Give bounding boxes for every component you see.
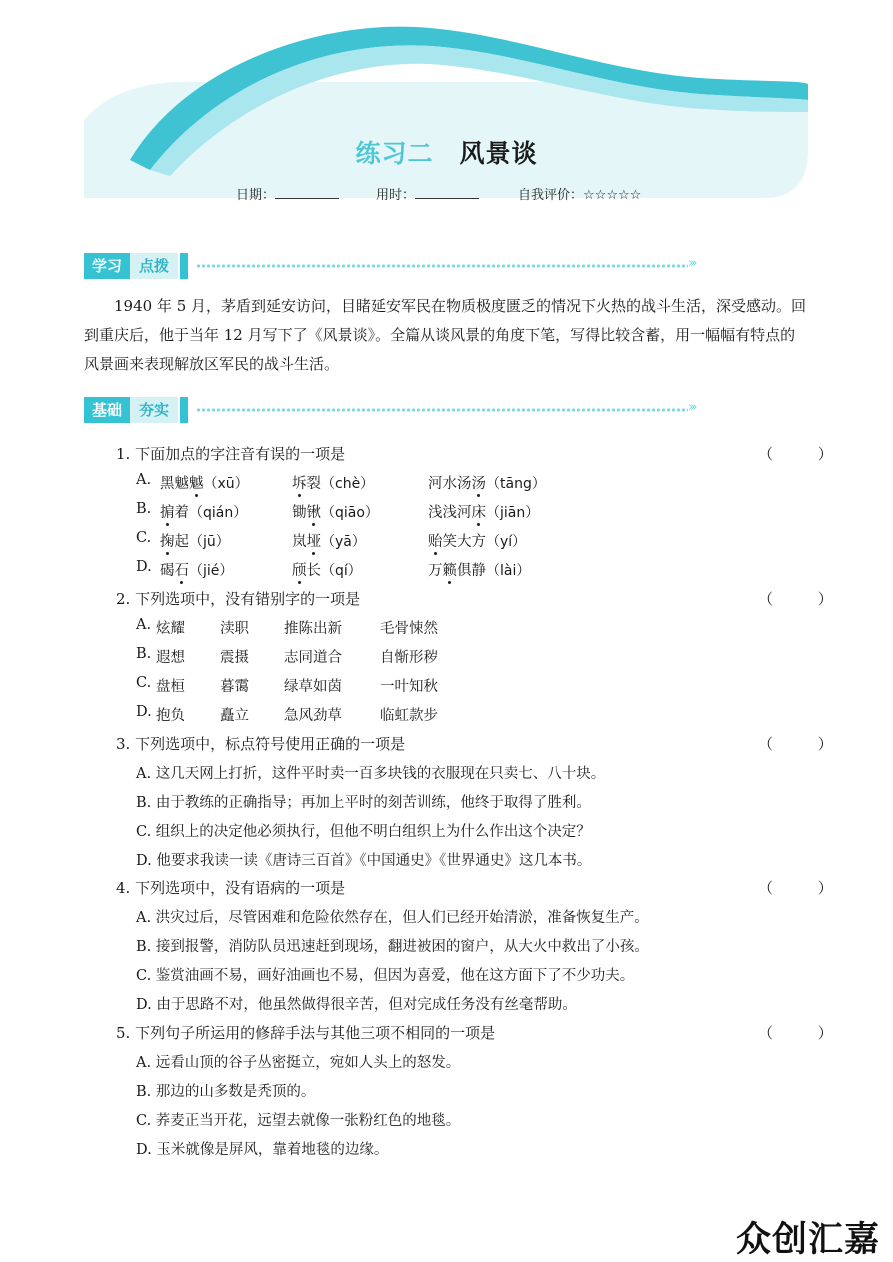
self-eval-label: 自我评价：: [518, 188, 584, 203]
option-letter: C.: [136, 530, 152, 546]
word: 一叶知秋: [380, 679, 438, 695]
dotted-char: 掬: [160, 534, 175, 550]
answer-blank-5[interactable]: （ ）: [758, 1024, 853, 1042]
q1d-word3: 万籁俱静（lài）: [428, 563, 531, 579]
option-text: 他要求我读一读《唐诗三百首》《中国通史》《世界通史》这几本书。: [156, 853, 592, 869]
option-letter: B.: [136, 939, 152, 955]
option-letter: C.: [136, 968, 152, 984]
q1a-word1: 黑魆魆（xū）: [160, 476, 249, 492]
chevron-icon: ›››: [688, 400, 695, 415]
option-letter: A.: [136, 617, 152, 633]
option-text: 那边的山多数是秃顶的。: [155, 1084, 316, 1100]
option-letter: A.: [136, 766, 152, 782]
answer-blank-4[interactable]: （ ）: [758, 879, 853, 897]
option-letter: B.: [136, 646, 152, 662]
option-letter: D.: [136, 559, 152, 575]
option-text: 这几天网上打折，这件平时卖一百多块钱的衣服现在只卖七、八十块。: [155, 766, 606, 782]
option-text: 玉米就像是屏风，靠着地毯的边缘。: [156, 1142, 389, 1158]
answer-blank-3[interactable]: （ ）: [758, 735, 853, 753]
question-3-stem: 3. 下列选项中，标点符号使用正确的一项是: [116, 735, 406, 753]
option-text: 由于教练的正确指导；再加上平时的刻苦训练，他终于取得了胜利。: [155, 795, 591, 811]
q5-option-c[interactable]: [136, 1109, 460, 1130]
section-tag-bar: [180, 253, 188, 279]
q4-option-b[interactable]: [136, 935, 649, 956]
option-text: 洪灾过后，尽管困难和危险依然存在，但人们已经开始清淤，准备恢复生产。: [155, 910, 649, 926]
q1c-word2: 岚垭（yā）: [292, 534, 366, 550]
option-letter: A.: [136, 1055, 152, 1071]
q3-option-a[interactable]: [136, 762, 605, 783]
question-2-stem: 2. 下列选项中，没有错别字的一项是: [116, 590, 361, 608]
option-letter: A.: [136, 472, 152, 488]
dotted-char: 床: [471, 505, 486, 521]
section-tag: [84, 397, 186, 423]
date-field[interactable]: [236, 184, 339, 203]
section-header-study-tips: [84, 253, 708, 279]
dotted-char: 汤: [471, 476, 486, 492]
q3-option-c[interactable]: [136, 820, 591, 841]
option-text: 鉴赏油画不易，画好油画也不易，但因为喜爱，他在这方面下了不少功夫。: [155, 968, 635, 984]
q5-option-a[interactable]: [136, 1051, 460, 1072]
dotted-char: 颀: [292, 563, 307, 579]
q1b-word3: 浅浅河床（jiān）: [428, 505, 540, 521]
question-1-stem: 1. 下面加点的字注音有误的一项是: [116, 445, 346, 463]
q1a-word2: 坼裂（chè）: [292, 476, 375, 492]
self-eval: [518, 184, 641, 203]
header-wave-banner: [0, 0, 893, 240]
answer-blank-1[interactable]: （ ）: [758, 445, 853, 463]
q1b-word2: 锄锹（qiāo）: [292, 505, 379, 521]
option-letter: C.: [136, 1113, 152, 1129]
page-title: [0, 134, 893, 170]
option-text: 荞麦正当开花，远望去就像一张粉红色的地毯。: [155, 1113, 461, 1129]
dotted-divider: [196, 261, 688, 271]
option-text: 由于思路不对，他虽然做得很辛苦，但对完成任务没有丝毫帮助。: [156, 997, 577, 1013]
word: 自惭形秽: [380, 650, 438, 666]
option-text: 远看山顶的谷子丛密挺立，宛如人头上的怒发。: [155, 1055, 461, 1071]
word: 炫耀: [156, 621, 185, 637]
option-text: 接到报警，消防队员迅速赶到现场，翻进被困的窗户，从大火中救出了小孩。: [155, 939, 649, 955]
dotted-char: 坼: [292, 476, 307, 492]
q1a-word3: 河水汤汤（tāng）: [428, 476, 546, 492]
word: 盘桓: [156, 679, 185, 695]
dotted-char: 掮: [160, 505, 175, 521]
q1c-word1: 掬起（jū）: [160, 534, 230, 550]
watermark: 众创汇嘉: [736, 1220, 881, 1260]
word: 遐想: [156, 650, 185, 666]
q5-option-d[interactable]: [136, 1138, 388, 1159]
word: 急风劲草: [284, 708, 342, 724]
chevron-icon: ›››: [688, 256, 695, 271]
date-label: 日期：: [236, 188, 276, 203]
option-letter: D.: [136, 1142, 152, 1158]
dotted-char: 石: [174, 563, 189, 579]
lesson-title: 风景谈: [459, 139, 538, 168]
q1d-word2: 颀长（qí）: [292, 563, 362, 579]
option-letter: A.: [136, 910, 152, 926]
word: 抱负: [156, 708, 185, 724]
question-4-stem: 4. 下列选项中，没有语病的一项是: [116, 879, 346, 897]
q4-option-c[interactable]: [136, 964, 634, 985]
option-letter: C.: [136, 675, 152, 691]
q4-option-d[interactable]: [136, 993, 577, 1014]
q3-option-d[interactable]: [136, 849, 591, 870]
dotted-char: 锹: [306, 505, 321, 521]
word: 志同道合: [284, 650, 342, 666]
time-label: 用时：: [376, 188, 416, 203]
word: 震摄: [220, 650, 249, 666]
section-tag-bar: [180, 397, 188, 423]
time-blank[interactable]: [415, 184, 479, 199]
option-letter: B.: [136, 1084, 152, 1100]
section-tag-left: 基础: [84, 397, 130, 423]
q3-option-b[interactable]: [136, 791, 591, 812]
option-text: 组织上的决定他必须执行，但他不明白组织上为什么作出这个决定？: [155, 824, 591, 840]
word: 暮霭: [220, 679, 249, 695]
section-tag-right: 夯实: [130, 397, 178, 423]
section-tag-left: 学习: [84, 253, 130, 279]
option-letter: B.: [136, 501, 152, 517]
intro-paragraph: 1940 年 5 月，茅盾到延安访问，目睹延安军民在物质极度匮乏的情况下火热的战斗生活，深受感动。回到重庆后，他于当年 12 月写下了《风景谈》。全篇从谈风景的角度下笔，写得比较含蓄，用一幅幅有特点的风景画来表现解放区军民的战斗生活。: [84, 297, 807, 373]
dotted-char: 魆: [189, 476, 204, 492]
q1c-word3: 贻笑大方（yí）: [428, 534, 527, 550]
q1d-word1: 碣石（jié）: [160, 563, 234, 579]
section-header-basics: [84, 397, 708, 423]
word: 矗立: [220, 708, 249, 724]
dotted-char: 籁: [442, 563, 457, 579]
dotted-divider: [196, 405, 688, 415]
option-letter: D.: [136, 704, 152, 720]
section-tag-right: 点拨: [130, 253, 178, 279]
option-letter: B.: [136, 795, 152, 811]
q5-option-b[interactable]: [136, 1080, 315, 1101]
exercise-number: 练习二: [355, 139, 434, 168]
date-blank[interactable]: [275, 184, 339, 199]
star-rating[interactable]: ☆☆☆☆☆: [583, 188, 642, 203]
answer-blank-2[interactable]: （ ）: [758, 590, 853, 608]
q1b-word1: 掮着（qián）: [160, 505, 248, 521]
word: 渎职: [220, 621, 249, 637]
question-5-stem: 5. 下列句子所运用的修辞手法与其他三项不相同的一项是: [116, 1024, 496, 1042]
word: 绿草如茵: [284, 679, 342, 695]
dotted-char: 贻: [428, 534, 443, 550]
q4-option-a[interactable]: [136, 906, 649, 927]
option-letter: D.: [136, 997, 152, 1013]
section-tag: [84, 253, 186, 279]
dotted-char: 垭: [306, 534, 321, 550]
option-letter: D.: [136, 853, 152, 869]
word: 毛骨悚然: [380, 621, 438, 637]
word: 推陈出新: [284, 621, 342, 637]
word: 临虹款步: [380, 708, 438, 724]
option-letter: C.: [136, 824, 152, 840]
time-field[interactable]: [376, 184, 479, 203]
